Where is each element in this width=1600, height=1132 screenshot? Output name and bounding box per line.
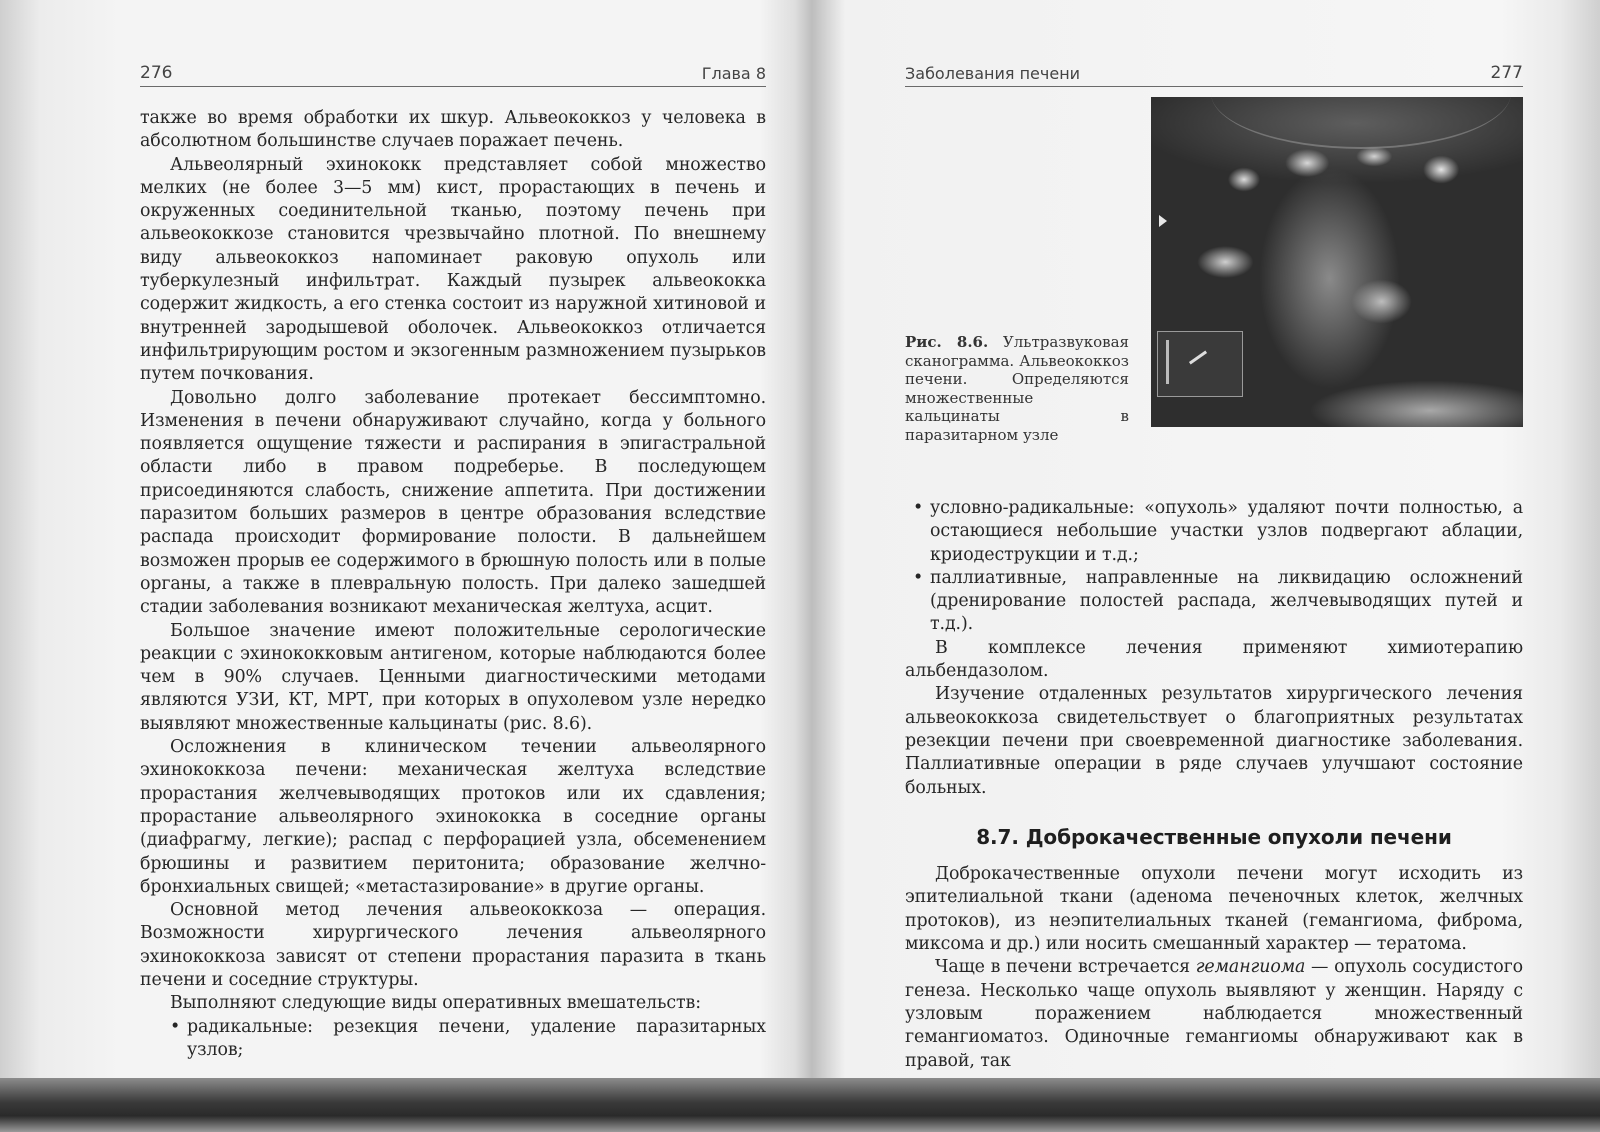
paragraph: Изучение отдаленных результатов хирургического лечения альвеококкоза свидетельствует о благоприятных результатах резекции печени при своевременной диагностике заболевания. Паллиативные операции в ряде случаев улучшают состояние больных. (905, 684, 1523, 798)
left-running-title: Глава 8 (701, 64, 766, 83)
figure-caption-label: Рис. 8.6. (905, 333, 989, 351)
paragraph: Доброкачественные опухоли печени могут исходить из эпителиальной ткани (аденома печеночных клеток, желчных протоков), из неэпителиальных тканей (гемангиома, фиброма, миксома и др.) или носить смешанный характер — тератома. (905, 864, 1523, 955)
list-item-text: условно-радикальные: «опухоль» удаляют почти полностью, а остающиеся небольшие участки узлов подвергают аблации, криодеструкции и т.д.; (930, 498, 1523, 565)
left-running-head (140, 60, 766, 87)
scan-bottom-shadow (0, 1078, 1600, 1132)
text-run: — опухоль сосудистого генеза. Несколько чаще опухоль выявляют у женщин. Наряду с узловым поражением наблюдается множественный гемангиоматоз. Одиночные гемангиомы обнаруживают как в правой, так (905, 957, 1523, 1071)
paragraph: В комплексе лечения применяют химиотерапию альбендазолом. (905, 637, 1523, 682)
paragraph: Довольно долго заболевание протекает бессимптомно. Изменения в печени обнаруживают случайно, когда у больного появляется ощущение тяжести и распирания в эпигастральной области либо в правом подреберье. В последующем присоединяются слабость, снижение аппетита. При достижении паразитом больших размеров в центре образования вследствие распада происходит формирование полости. В дальнейшем возможен прорыв ее содержимого в брюшную полость или в полые органы, а также в плевральную полость. При далеко зашедшей стадии заболевания возникают механическая желтуха, асцит. (140, 387, 766, 618)
paragraph: также во время обработки их шкур. Альвеококкоз у человека в абсолютном большинстве случаев поражает печень. (140, 108, 766, 152)
ultrasound-arc (1211, 37, 1511, 149)
left-page (140, 60, 766, 1062)
paragraph: Альвеолярный эхинококк представляет собой множество мелких (не более 3—5 мм) кист, прорастающих в печень и окруженных соединительной тканью, поэтому печень при альвеококкозе становится чрезвычайно плотной. По внешнему виду альвеококкоз напоминает раковую опухоль или туберкулезный инфильтрат. Каждый пузырек альвеококка содержит жидкость, а его стенка состоит из наружной хитиновой и внутренней зародышевой оболочек. Альвеококкоз отличается инфильтрирующим ростом и экзогенным размножением пузырьков путем почкования. (140, 154, 766, 385)
list-item (913, 567, 1523, 637)
emphasis-term: гемангиома (1195, 957, 1306, 978)
ultrasound-image (1151, 97, 1523, 427)
figure-8-6 (905, 97, 1523, 497)
list-item (170, 1016, 766, 1063)
right-page-number: 277 (1490, 63, 1523, 83)
text-run: Чаще в печени встречается (935, 957, 1196, 978)
paragraph: Выполняют следующие виды оперативных вмешательств: (170, 993, 701, 1014)
bullet-icon: • (913, 567, 924, 588)
left-page-number: 276 (140, 63, 173, 83)
left-body-text (140, 107, 766, 1062)
paragraph (905, 956, 1523, 1072)
figure-caption (905, 333, 1129, 444)
bullet-icon: • (170, 1016, 181, 1037)
bullet-icon: • (913, 498, 924, 518)
paragraph: Большое значение имеют положительные серологические реакции с эхинококковым антигеном, которые наблюдаются более чем в 90% случаев. Ценными диагностическими методами являются УЗИ, КТ, МРТ, при которых в опухолевом узле нередко выявляют множественные кальцинаты (рис. 8.6). (140, 620, 766, 734)
paragraph: Основной метод лечения альвеококкоза — операция. Возможности хирургического лечения альвеолярного эхинококкоза зависят от степени прорастания паразита в ткань печени и соседние структуры. (140, 900, 766, 990)
list-item-text: радикальные: резекция печени, удаление паразитарных узлов; (187, 1016, 766, 1060)
marker-arrow-icon (1159, 215, 1167, 227)
figure-caption-text: Ультразвуковая сканограмма. Альвеококкоз печени. Определяются множественные кальцинаты в паразитарном узле (905, 333, 1129, 444)
list-item (913, 497, 1523, 567)
ultrasound-inset (1157, 331, 1243, 397)
section-heading: 8.7. Доброкачественные опухоли печени (976, 824, 1452, 849)
list-item-text: паллиативные, направленные на ликвидацию осложнений (дренирование полостей распада, желчевыводящих путей и т.д.). (930, 567, 1523, 635)
right-page (905, 60, 1523, 1073)
right-body-text (905, 497, 1523, 1073)
right-running-title: Заболевания печени (905, 64, 1081, 83)
paragraph: Осложнения в клиническом течении альвеолярного эхинококкоза печени: механическая желтуха вследствие прорастания желчевыводящих протоков или их сдавления; прорастание альвеолярного эхинококка в соседние органы (диафрагму, легкие); распад с перфорацией узла, обсеменением брюшины и развитием перитонита; образование желчно-бронхиальных свищей; «метастазирование» в другие органы. (140, 737, 766, 897)
